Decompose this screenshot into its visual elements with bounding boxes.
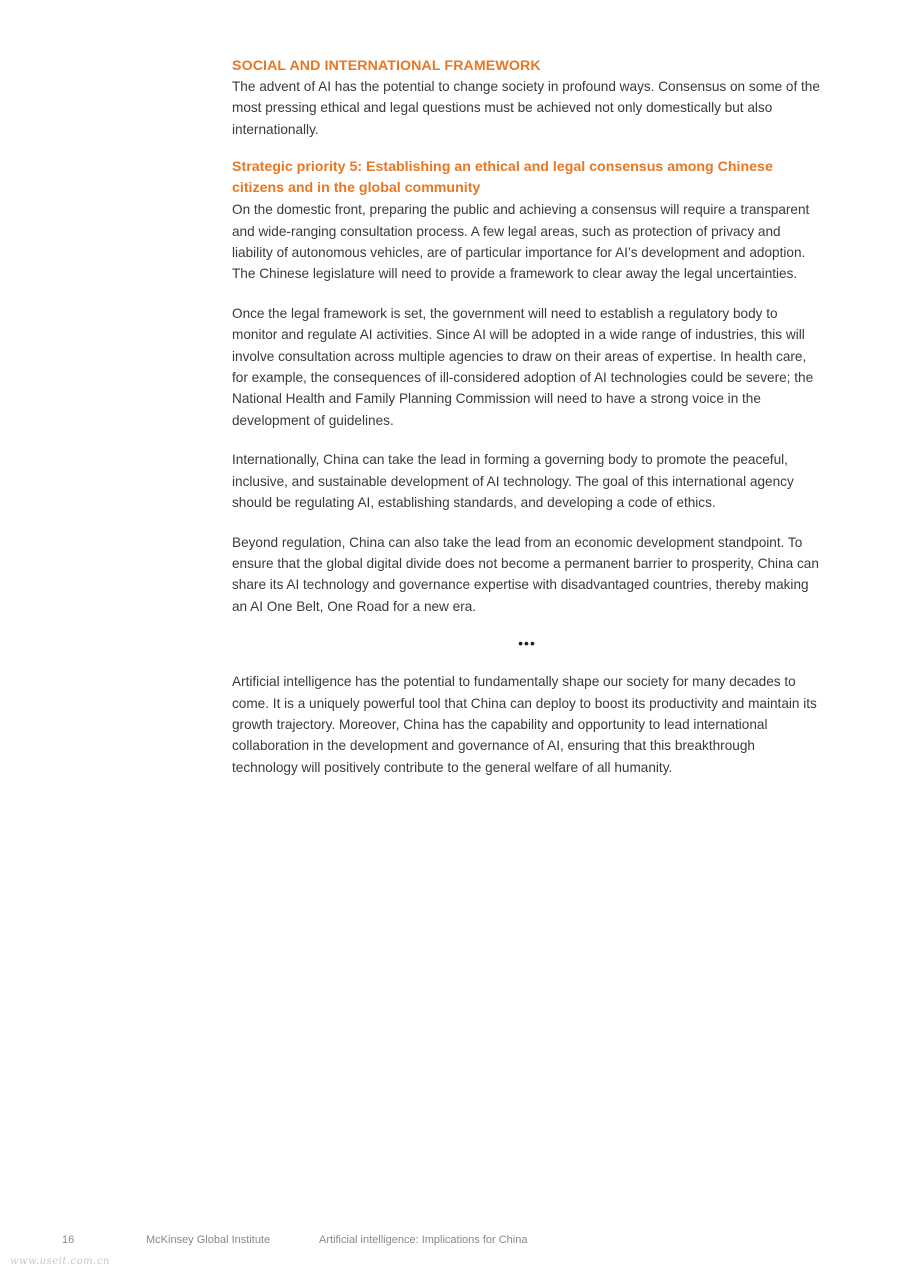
- main-content: [232, 56, 822, 778]
- priority-heading: Strategic priority 5: Establishing an ethical and legal consensus among Chinese citizens and in the global community: [232, 159, 773, 197]
- footer-organization: McKinsey Global Institute: [146, 1234, 271, 1246]
- priority-paragraph-4: Beyond regulation, China can also take the lead from an economic development standpoint. To ensure that the global digital divide does not become a permanent barrier to prosperity, China can share its AI technology and governance expertise with disadvantaged countries, thereby making an AI One Belt, One Road for a new era.: [232, 534, 819, 614]
- priority-paragraph-3: Internationally, China can take the lead in forming a governing body to promote the peaceful, inclusive, and sustainable development of AI technology. The goal of this international agency should be regulating AI, establishing standards, and developing a code of ethics.: [232, 452, 794, 511]
- footer-report-title: Artificial intelligence: Implications for China: [319, 1234, 528, 1246]
- priority-paragraph-2: Once the legal framework is set, the government will need to establish a regulatory body to monitor and regulate AI activities. Since AI will be adopted in a wide range of industries, this will involve consultation across multiple agencies to draw on their areas of expertise. In health care, for example, the consequences of ill-considered adoption of AI technologies could be severe; the National Health and Family Planning Commission will need to have a strong voice in the development of guidelines.: [232, 305, 814, 428]
- conclusion-paragraph: Artificial intelligence has the potential to fundamentally shape our society for many decades to come. It is a uniquely powerful tool that China can deploy to boost its productivity and maintain its growth trajectory. Moreover, China has the capability and opportunity to lead international collaboration in the development and governance of AI, ensuring that this breakthrough technology will positively contribute to the general welfare of all humanity.: [232, 674, 817, 775]
- section-divider: •••: [518, 635, 536, 652]
- section-intro: The advent of AI has the potential to change society in profound ways. Consensus on some of the most pressing ethical and legal questions must be achieved not only domestically but also internationally.: [232, 79, 820, 137]
- section-title: SOCIAL AND INTERNATIONAL FRAMEWORK: [232, 58, 541, 74]
- priority-paragraph-1: On the domestic front, preparing the public and achieving a consensus will require a transparent and wide-ranging consultation process. A few legal areas, such as protection of privacy and liability of autonomous vehicles, are of particular importance for AI’s development and adoption. The Chinese legislature will need to provide a framework to clear away the legal uncertainties.: [232, 202, 810, 282]
- page-number: 16: [62, 1234, 75, 1246]
- watermark: www.useit.com.cn: [10, 1256, 110, 1267]
